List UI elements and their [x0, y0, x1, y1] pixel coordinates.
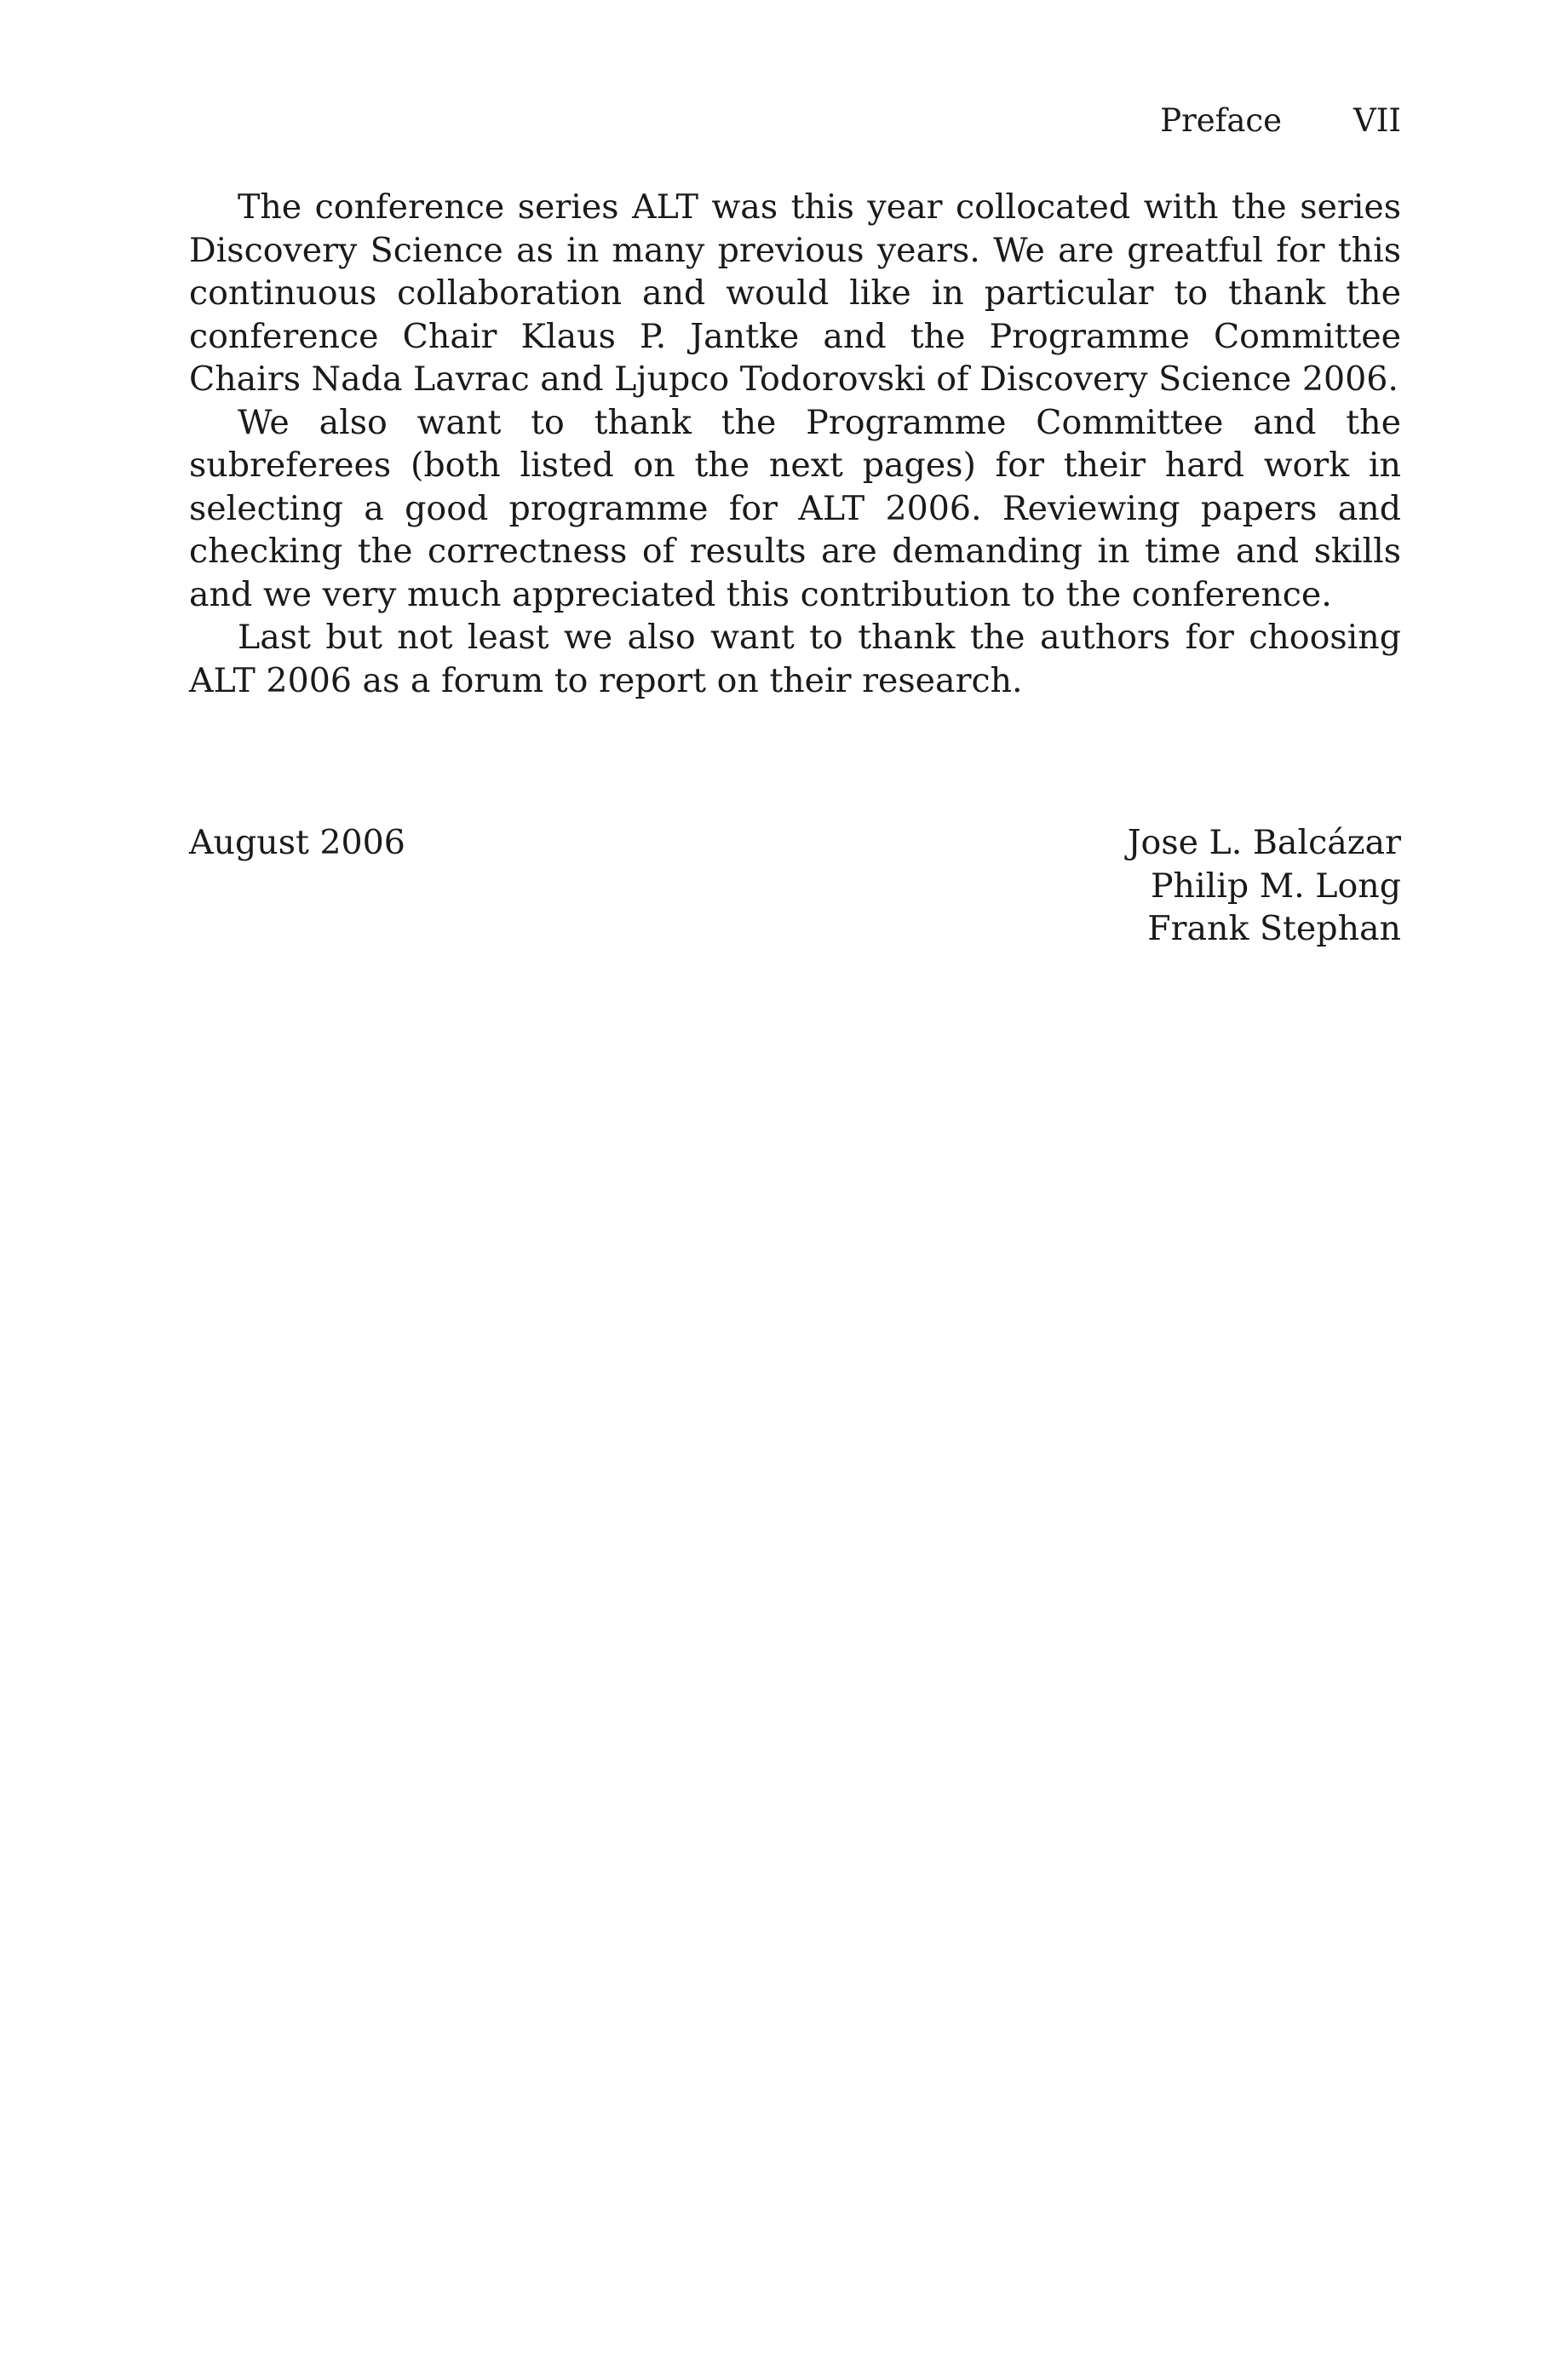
paragraph: We also want to thank the Programme Committee and the subreferees (both listed on the next pages) for their hard work in selecting a good programme for ALT 2006. Reviewing papers and checking the correctness of results are demanding in time and skills and we very much appreciated this contribution to the conference. — [189, 402, 1401, 614]
preface-body — [189, 186, 1401, 702]
page-number: VII — [1353, 102, 1401, 139]
signatory-name: Philip M. Long — [1150, 866, 1401, 906]
running-head — [1160, 101, 1401, 141]
signatory-name: Jose L. Balcázar — [1127, 823, 1401, 862]
signatories — [1128, 821, 1401, 951]
paragraph: Last but not least we also want to thank the authors for choosing ALT 2006 as a forum to report on their research. — [189, 618, 1401, 700]
signatory-name: Frank Stephan — [1147, 909, 1401, 948]
closing-date: August 2006 — [189, 823, 405, 862]
paragraph: The conference series ALT was this year collocated with the series Discovery Science as in many previous years. We are greatful for this continuous collaboration and would like in particular to thank the conference Chair Klaus P. Jantke and the Programme Committee Chairs Nada Lavrac and Ljupco Todorovski of Discovery Science 2006. — [189, 187, 1401, 399]
running-head-title: Preface — [1160, 102, 1283, 139]
